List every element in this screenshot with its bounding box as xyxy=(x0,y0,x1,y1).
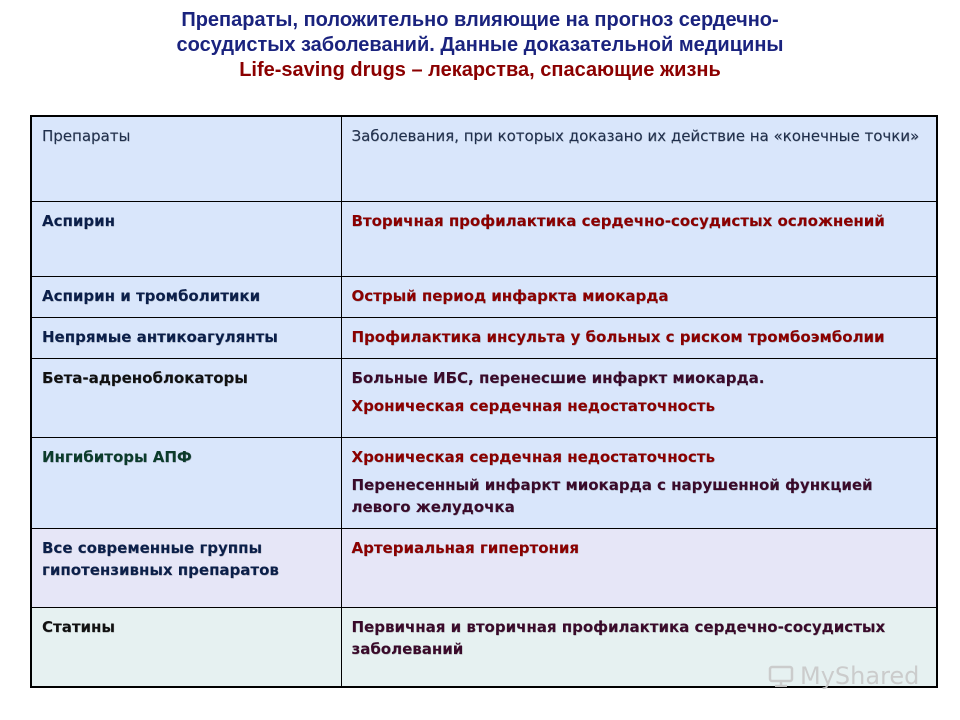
drugs-table xyxy=(30,115,938,688)
table-row xyxy=(31,358,937,437)
drug-cell xyxy=(31,607,341,687)
disease-text: Острый период инфаркта миокарда xyxy=(351,286,669,305)
drug-cell xyxy=(31,276,341,317)
drug-name: Непрямые антикоагулянты xyxy=(42,327,278,346)
title-line-2: сосудистых заболеваний. Данные доказательной медицины xyxy=(176,34,784,56)
presentation-icon xyxy=(768,665,794,687)
drug-name: Бета-адреноблокаторы xyxy=(42,368,248,387)
title-line-1: Препараты, положительно влияющие на прогноз сердечно- xyxy=(181,9,779,31)
disease-text: Вторичная профилактика сердечно-сосудистых осложнений xyxy=(351,211,885,230)
disease-text: Больные ИБС, перенесшие инфаркт миокарда. xyxy=(351,368,765,387)
disease-text: Профилактика инсульта у больных с риском тромбоэмболии xyxy=(351,327,885,346)
disease-text: Первичная и вторичная профилактика сердечно-сосудистых заболеваний xyxy=(351,617,886,658)
table-row xyxy=(31,437,937,528)
disease-text: Перенесенный инфаркт миокарда с нарушенной функцией левого желудочка xyxy=(351,475,873,516)
watermark xyxy=(768,660,928,692)
title-line-3: Life-saving drugs – лекарства, спасающие жизнь xyxy=(239,59,721,81)
disease-text: Артериальная гипертония xyxy=(351,538,580,557)
table-row xyxy=(31,276,937,317)
drug-name: Статины xyxy=(42,617,115,636)
table-row xyxy=(31,201,937,276)
header-diseases: Заболевания, при которых доказано их действие на «конечные точки» xyxy=(351,127,920,145)
drug-name: Все современные группы гипотензивных препаратов xyxy=(42,538,279,579)
disease-cell xyxy=(341,437,937,528)
header-diseases-cell xyxy=(341,116,937,201)
header-drugs-cell xyxy=(31,116,341,201)
drug-cell xyxy=(31,358,341,437)
table-row xyxy=(31,317,937,358)
disease-cell xyxy=(341,317,937,358)
page-title xyxy=(0,8,960,83)
watermark-text: MyShared xyxy=(800,662,920,690)
table-header-row xyxy=(31,116,937,201)
disease-text: Хроническая сердечная недостаточность xyxy=(351,447,715,466)
disease-cell xyxy=(341,358,937,437)
disease-cell xyxy=(341,276,937,317)
drug-name: Ингибиторы АПФ xyxy=(42,447,192,466)
drug-name: Аспирин и тромболитики xyxy=(42,286,261,305)
drug-name: Аспирин xyxy=(42,211,115,230)
drug-cell xyxy=(31,317,341,358)
disease-cell xyxy=(341,201,937,276)
disease-text: Хроническая сердечная недостаточность xyxy=(351,396,715,415)
drug-cell xyxy=(31,437,341,528)
table-row xyxy=(31,528,937,607)
drug-cell xyxy=(31,201,341,276)
header-drugs: Препараты xyxy=(42,127,131,145)
drug-cell xyxy=(31,528,341,607)
disease-cell xyxy=(341,528,937,607)
